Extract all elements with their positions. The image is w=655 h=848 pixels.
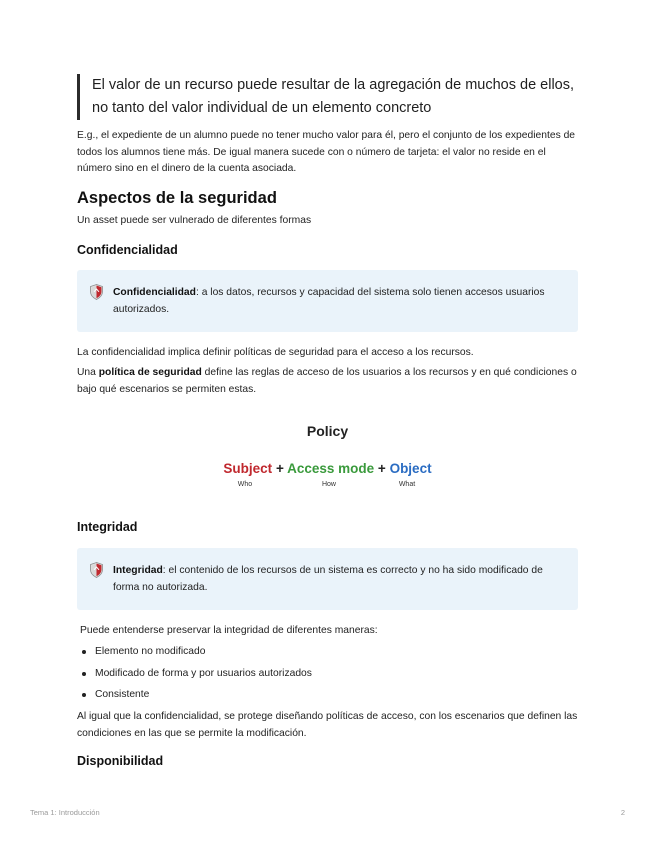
- shield-icon: [90, 562, 103, 578]
- callout-text: [113, 285, 563, 318]
- policy-plus: +: [377, 461, 386, 476]
- policy-what-label: What: [398, 481, 416, 488]
- policy-how-label: How: [321, 481, 336, 488]
- aspects-intro: Un asset puede ser vulnerado de diferentes formas: [77, 215, 312, 226]
- heading-disponibilidad: Disponibilidad: [77, 754, 164, 768]
- politica-paragraph: [77, 365, 582, 398]
- policy-subject: Subject: [223, 461, 273, 476]
- policy-plus: +: [275, 461, 284, 476]
- policy-title: Policy: [306, 423, 349, 439]
- list-item: Elemento no modificado: [77, 644, 312, 666]
- policy-object: Object: [389, 461, 432, 476]
- integridad-intro: Puede entenderse preservar la integridad de diferentes maneras:: [80, 625, 378, 636]
- example-paragraph: E.g., el expediente de un alumno puede no tener mucho valor para él, pero el conjunto de los expedientes de todos los alumnos tiene más. De igual manera sucede con o número de tarjeta: el valor no reside en el número sino en el dinero de la cuenta asociada.: [77, 130, 576, 174]
- politica-suffix: define las reglas de acceso de los usuarios a los recursos y en qué condiciones o bajo qué escenarios se permiten estas.: [77, 367, 577, 395]
- list-item: Modificado de forma y por usuarios autorizados: [77, 666, 312, 688]
- callout-term: Integridad: [113, 565, 163, 576]
- integridad-list: [77, 644, 312, 709]
- list-item: Consistente: [77, 687, 312, 709]
- blockquote: El valor de un recurso puede resultar de la agregación de muchos de ellos, no tanto del valor individual de un elemento concreto: [77, 74, 592, 120]
- heading-confidencialidad: Confidencialidad: [77, 243, 178, 257]
- politica-term: política de seguridad: [98, 367, 202, 378]
- policy-who-label: Who: [237, 481, 253, 488]
- footer-chapter: Tema 1: Introducción: [30, 808, 100, 817]
- callout-text: [113, 563, 563, 596]
- section-heading-aspects: Aspectos de la seguridad: [77, 189, 277, 207]
- page-number: 2: [620, 808, 625, 817]
- shield-icon: [90, 284, 103, 300]
- callout-definition: : a los datos, recursos y capacidad del sistema solo tienen accesos usuarios autorizados.: [113, 287, 545, 315]
- policy-access-mode: Access mode: [287, 461, 375, 476]
- callout-definition: : el contenido de los recursos de un sistema es correcto y no ha sido modificado de forma no autorizada.: [113, 565, 543, 593]
- callout-integridad: [77, 548, 578, 610]
- politica-prefix: Una: [77, 367, 99, 378]
- integridad-paragraph: Al igual que la confidencialidad, se protege diseñando políticas de acceso, con los escenarios que definen las condiciones en las que se permite la modificación.: [77, 711, 578, 739]
- callout-confidencialidad: [77, 270, 578, 332]
- policy-formula: [0, 461, 655, 476]
- callout-term: Confidencialidad: [113, 287, 196, 298]
- confidencialidad-paragraph: La confidencialidad implica definir políticas de seguridad para el acceso a los recursos.: [77, 347, 474, 358]
- heading-integridad: Integridad: [77, 520, 138, 534]
